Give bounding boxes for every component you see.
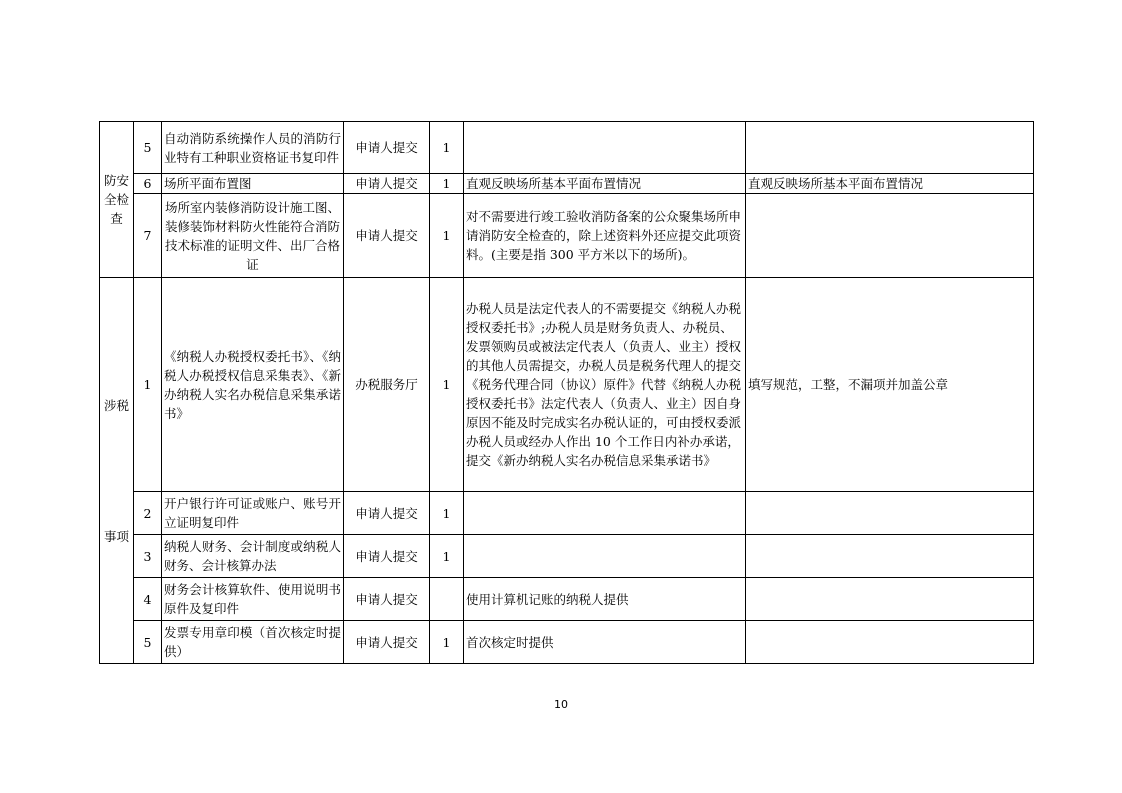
table-row xyxy=(100,621,1034,664)
material-name: 财务会计核算软件、使用说明书原件及复印件 xyxy=(162,578,344,621)
material-source: 申请人提交 xyxy=(344,174,430,194)
table-row xyxy=(100,492,1034,535)
material-note: 直观反映场所基本平面布置情况 xyxy=(464,174,746,194)
table-row xyxy=(100,174,1034,194)
material-standard xyxy=(746,122,1034,174)
material-name: 纳税人财务、会计制度或纳税人财务、会计核算办法 xyxy=(162,535,344,578)
row-number: 5 xyxy=(134,621,162,664)
material-name: 《纳税人办税授权委托书》、《纳税人办税授权信息采集表》、《新办纳税人实名办税信息采集承诺书》 xyxy=(162,278,344,492)
material-name: 自动消防系统操作人员的消防行业特有工种职业资格证书复印件 xyxy=(162,122,344,174)
category-cell xyxy=(100,122,134,278)
material-standard xyxy=(746,492,1034,535)
category-cell xyxy=(100,278,134,664)
row-number: 2 xyxy=(134,492,162,535)
material-standard xyxy=(746,621,1034,664)
material-note xyxy=(464,492,746,535)
row-number: 1 xyxy=(134,278,162,492)
table-row xyxy=(100,578,1034,621)
material-count: 1 xyxy=(430,535,464,578)
material-standard xyxy=(746,535,1034,578)
material-note: 使用计算机记账的纳税人提供 xyxy=(464,578,746,621)
page-number: 10 xyxy=(554,698,568,711)
table-row xyxy=(100,278,1034,492)
material-name: 发票专用章印模（首次核定时提供） xyxy=(162,621,344,664)
row-number: 3 xyxy=(134,535,162,578)
row-number: 6 xyxy=(134,174,162,194)
material-count xyxy=(430,578,464,621)
material-source: 申请人提交 xyxy=(344,578,430,621)
materials-table xyxy=(99,121,1034,664)
material-count: 1 xyxy=(430,278,464,492)
material-note xyxy=(464,122,746,174)
material-source: 申请人提交 xyxy=(344,194,430,278)
material-name: 开户银行许可证或账户、账号开立证明复印件 xyxy=(162,492,344,535)
category-label-top: 涉税 xyxy=(103,397,129,413)
material-note: 办税人员是法定代表人的不需要提交《纳税人办税授权委托书》;办税人员是财务负责人、办税员、发票领购员或被法定代表人（负责人、业主）授权的其他人员需提交，办税人员是税务代理人的提交《税务代理合同（协议）原件》代替《纳税人办税授权委托书》法定代表人（负责人、业主）因自身原因不能及时完成实名办税认证的，可由授权委派办税人员或经办人作出 10 个工作日内补办承诺，提交《新办纳税人实名办税信息采集承诺书》 xyxy=(464,278,746,492)
material-source: 办税服务厅 xyxy=(344,278,430,492)
material-count: 1 xyxy=(430,122,464,174)
material-count: 1 xyxy=(430,621,464,664)
material-source: 申请人提交 xyxy=(344,621,430,664)
material-count: 1 xyxy=(430,194,464,278)
row-number: 5 xyxy=(134,122,162,174)
material-name: 场所平面布置图 xyxy=(162,174,344,194)
category-label: 防安全检查 xyxy=(103,173,129,226)
material-standard xyxy=(746,194,1034,278)
material-note xyxy=(464,535,746,578)
material-source: 申请人提交 xyxy=(344,535,430,578)
table-row xyxy=(100,122,1034,174)
table-row xyxy=(100,535,1034,578)
material-standard: 填写规范，工整，不漏项并加盖公章 xyxy=(746,278,1034,492)
material-count: 1 xyxy=(430,174,464,194)
material-source: 申请人提交 xyxy=(344,122,430,174)
material-note: 对不需要进行竣工验收消防备案的公众聚集场所申请消防安全检查的，除上述资料外还应提交此项资料。(主要是指 300 平方米以下的场所)。 xyxy=(464,194,746,278)
material-standard xyxy=(746,578,1034,621)
table-row xyxy=(100,194,1034,278)
material-standard: 直观反映场所基本平面布置情况 xyxy=(746,174,1034,194)
material-note: 首次核定时提供 xyxy=(464,621,746,664)
material-source: 申请人提交 xyxy=(344,492,430,535)
category-label-bottom: 事项 xyxy=(103,528,129,544)
material-count: 1 xyxy=(430,492,464,535)
material-name: 场所室内装修消防设计施工图、装修装饰材料防火性能符合消防技术标准的证明文件、出厂合格证 xyxy=(162,194,344,278)
row-number: 4 xyxy=(134,578,162,621)
row-number: 7 xyxy=(134,194,162,278)
